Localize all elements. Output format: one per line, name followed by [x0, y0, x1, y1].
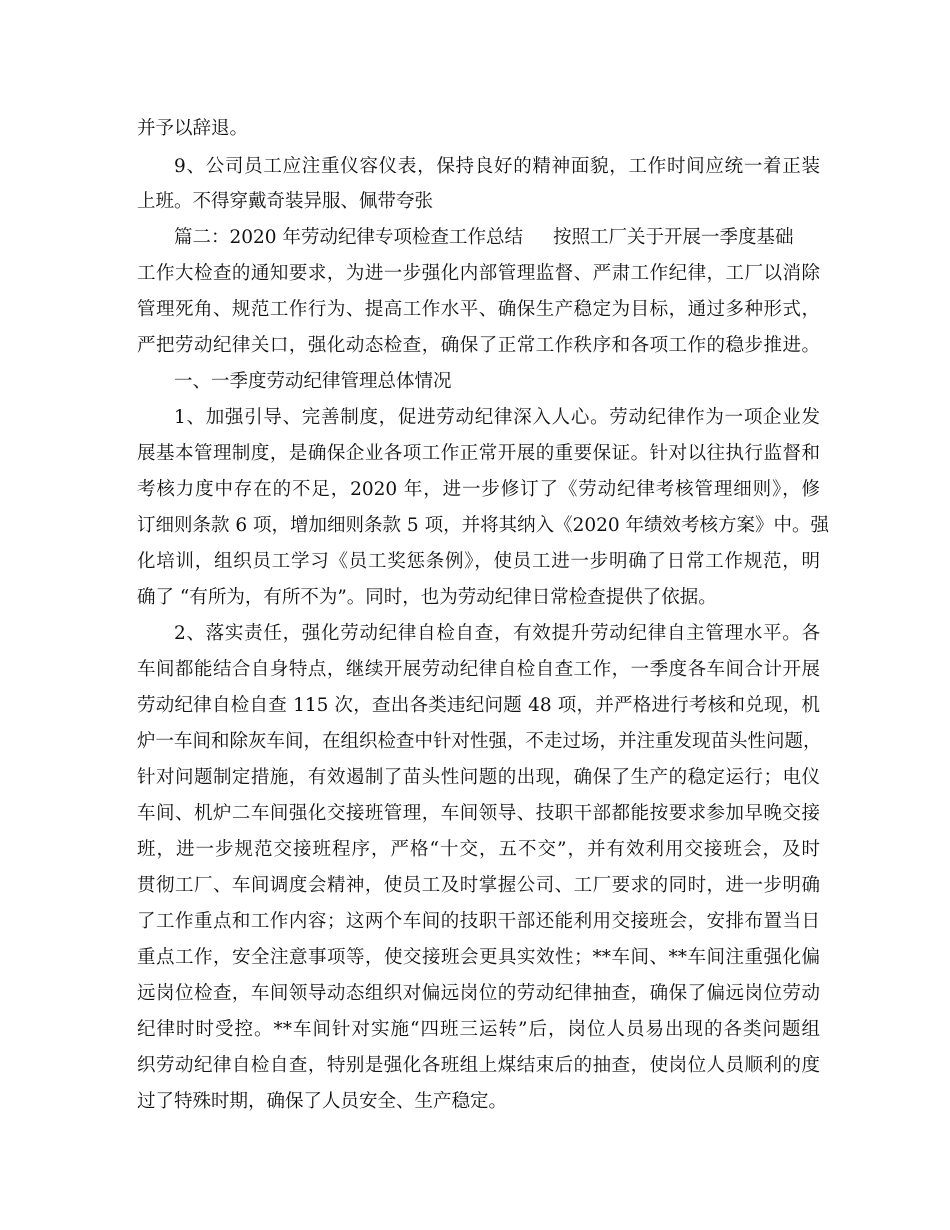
text-line: 劳动纪律自检自查 115 次，查出各类违纪问题 48 项，并严格进行考核和兑现，机 [137, 695, 820, 716]
section-heading: 篇二：2020 年劳动纪律专项检查工作总结 [174, 227, 523, 248]
text-line: 2、落实责任，强化劳动纪律自检自查，有效提升劳动纪律自主管理水平。各 [174, 623, 820, 644]
text-line: 考核力度中存在的不足，2020 年，进一步修订了《劳动纪律考核管理细则》，修 [137, 479, 820, 500]
text-line: 1、加强引导、完善制度，促进劳动纪律深入人心。劳动纪律作为一项企业发 [174, 407, 820, 428]
text-line: 过了特殊时期，确保了人员安全、生产稳定。 [137, 1091, 508, 1112]
text-line: 织劳动纪律自检自查，特别是强化各班组上煤结束后的抽查，使岗位人员顺利的度 [137, 1055, 820, 1076]
text-line: 订细则条款 6 项，增加细则条款 5 项，并将其纳入《2020 年绩效考核方案》中。强 [137, 515, 830, 536]
text-line: 针对问题制定措施，有效遏制了苗头性问题的出现，确保了生产的稳定运行；电仪 [137, 767, 820, 788]
text-line: 班，进一步规范交接班程序，严格“十交，五不交”，并有效利用交接班会，及时 [137, 839, 820, 860]
text-line: 确了 “有所为，有所不为”。同时，也为劳动纪律日常检查提供了依据。 [137, 587, 717, 608]
text-line: 展基本管理制度，是确保企业各项工作正常开展的重要保证。针对以往执行监督和 [137, 443, 820, 464]
text-line: 贯彻工厂、车间调度会精神，使员工及时掌握公司、工厂要求的同时，进一步明确 [137, 875, 820, 896]
text-line: 纪律时时受控。**车间针对实施“四班三运转”后，岗位人员易出现的各类问题组 [137, 1019, 820, 1040]
text-line: 严把劳动纪律关口，强化动态检查，确保了正常工作秩序和各项工作的稳步推进。 [137, 335, 820, 356]
text-line [174, 226, 793, 250]
text-line: 炉一车间和除灰车间，在组织检查中针对性强，不走过场，并注重发现苗头性问题， [137, 731, 822, 752]
subheading: 一、一季度劳动纪律管理总体情况 [174, 371, 452, 392]
text-line: 上班。不得穿戴奇装异服、佩带夸张 [137, 191, 434, 212]
text-line: 车间都能结合自身特点，继续开展劳动纪律自检自查工作，一季度各车间合计开展 [137, 659, 820, 680]
text-line: 车间、机炉二车间强化交接班管理，车间领导、技职干部都能按要求参加早晚交接 [137, 803, 820, 824]
text-line: 工作大检查的通知要求，为进一步强化内部管理监督、严肃工作纪律，工厂以消除 [137, 263, 820, 284]
section-intro: 按照工厂关于开展一季度基础 [552, 227, 794, 248]
text-line: 重点工作，安全注意事项等，使交接班会更具实效性；**车间、**车间注重强化偏 [137, 947, 820, 968]
text-line: 远岗位检查，车间领导动态组织对偏远岗位的劳动纪律抽查，确保了偏远岗位劳动 [137, 983, 820, 1004]
text-line: 管理死角、规范工作行为、提高工作水平、确保生产稳定为目标，通过多种形式， [137, 299, 820, 320]
text-line: 并予以辞退。 [137, 118, 249, 139]
text-line: 9、公司员工应注重仪容仪表，保持良好的精神面貌，工作时间应统一着正装 [174, 156, 820, 177]
text-line: 化培训，组织员工学习《员工奖惩条例》，使员工进一步明确了日常工作规范，明 [137, 551, 820, 572]
text-line: 了工作重点和工作内容；这两个车间的技职干部还能利用交接班会，安排布置当日 [137, 911, 820, 932]
